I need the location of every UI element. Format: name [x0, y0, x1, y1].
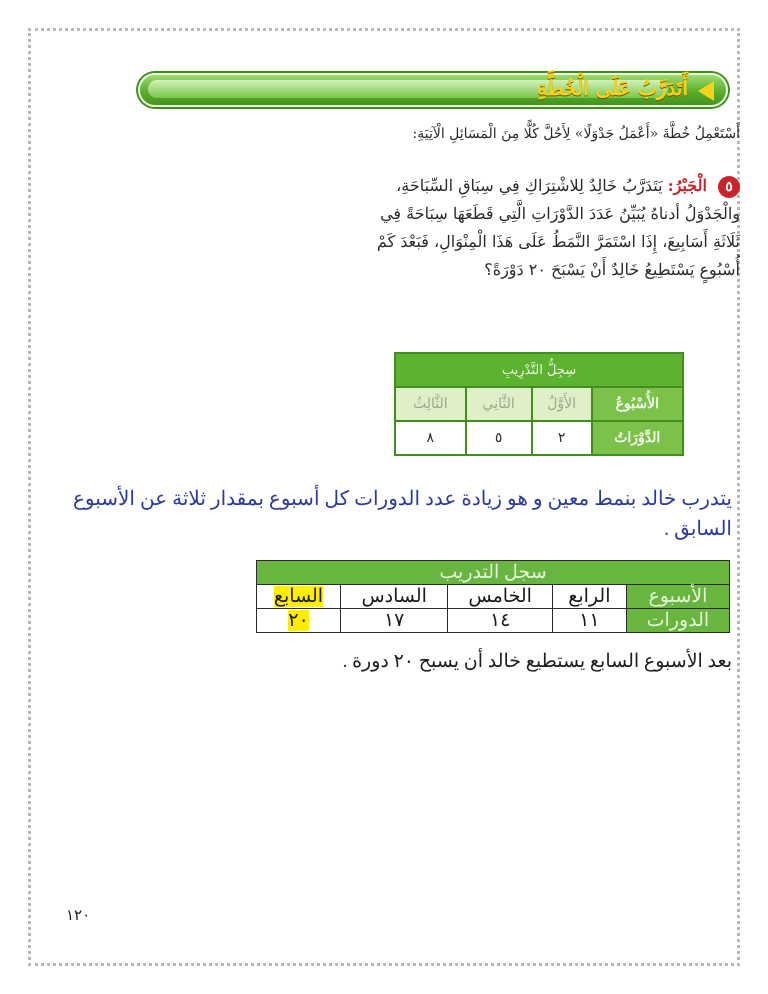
- laps-cell: ٢: [532, 421, 592, 455]
- answer-paragraph: يتدرب خالد بنمط معين و هو زيادة عدد الدورات كل أسبوع بمقدار ثلاثة عن الأسبوع السابق .: [72, 488, 732, 540]
- week-cell: الثَّانِي: [466, 387, 532, 421]
- laps-cell: ١٧: [340, 609, 447, 633]
- problem-number-badge: ٥: [718, 176, 740, 198]
- row-header-week: الأُسْبُوعُ: [592, 387, 683, 421]
- week-cell: الخامس: [448, 585, 553, 609]
- table-title: سِجِلُّ التَّدْرِيبِ: [395, 353, 683, 387]
- problem-label: الْجَبْرُ:: [667, 176, 707, 195]
- week-cell: الرابع: [552, 585, 626, 609]
- laps-cell-highlighted: [257, 609, 341, 633]
- banner-title: أَتَدَرَّبُ عَلَى الْخُطَّةِ: [537, 76, 688, 100]
- highlighted-laps: ٢٠: [288, 610, 309, 631]
- week-cell: الثَّالِثُ: [395, 387, 466, 421]
- problem-text: يَتَدَرَّبُ خَالِدٌ لِلاشْتِرَاكِ فِي سِبَاقِ السِّبَاحَةِ، والْجَدْوَلُ أدناهُ يُبَيِّنُ عَدَدَ الدَّوْرَاتِ الَّتِي قَطَعَهَا سِبَاحَةً فِي ثَلَاثَةِ أَسَابِيعَ، إِذَا اسْتَمَرَّ النَّمَطُ عَلَى هَذَا الْمِنْوَالِ، فَبَعْدَ كَمْ أُسْبُوعٍ يَسْتَطِيعُ خَالِدٌ أَنْ يَسْبَحَ ٢٠ دَوْرَةً؟: [376, 176, 740, 279]
- laps-cell: ٥: [466, 421, 532, 455]
- section-banner: [138, 73, 728, 107]
- page-number: ١٢٠: [66, 906, 91, 924]
- table-title: سجل التدريب: [257, 561, 730, 585]
- week-cell: السادس: [340, 585, 447, 609]
- week-cell: الأَوَّلُ: [532, 387, 592, 421]
- row-header-laps: الدَّوْرَاتُ: [592, 421, 683, 455]
- training-log-table-extended: [256, 560, 730, 633]
- row-header-week: الأسبوع: [626, 585, 729, 609]
- laps-cell: ٨: [395, 421, 466, 455]
- laps-cell: ١٤: [448, 609, 553, 633]
- problem-5: [370, 172, 740, 284]
- row-header-laps: الدورات: [626, 609, 729, 633]
- instruction-text: أَسْتَعْمِلُ خُطَّةَ «أَعْمَلُ جَدْوَلًا» لِأَحُلَّ كُلًّا مِنَ الْمَسَائِلِ الْآتِيَةِ:: [412, 126, 740, 142]
- arrow-icon: [698, 81, 714, 101]
- laps-cell: ١١: [552, 609, 626, 633]
- conclusion-text: بعد الأسبوع السابع يستطيع خالد أن يسبح ٢٠ دورة .: [342, 651, 732, 672]
- training-log-table-original: [394, 352, 684, 456]
- week-cell-highlighted: [257, 585, 341, 609]
- highlighted-week: السابع: [273, 586, 324, 607]
